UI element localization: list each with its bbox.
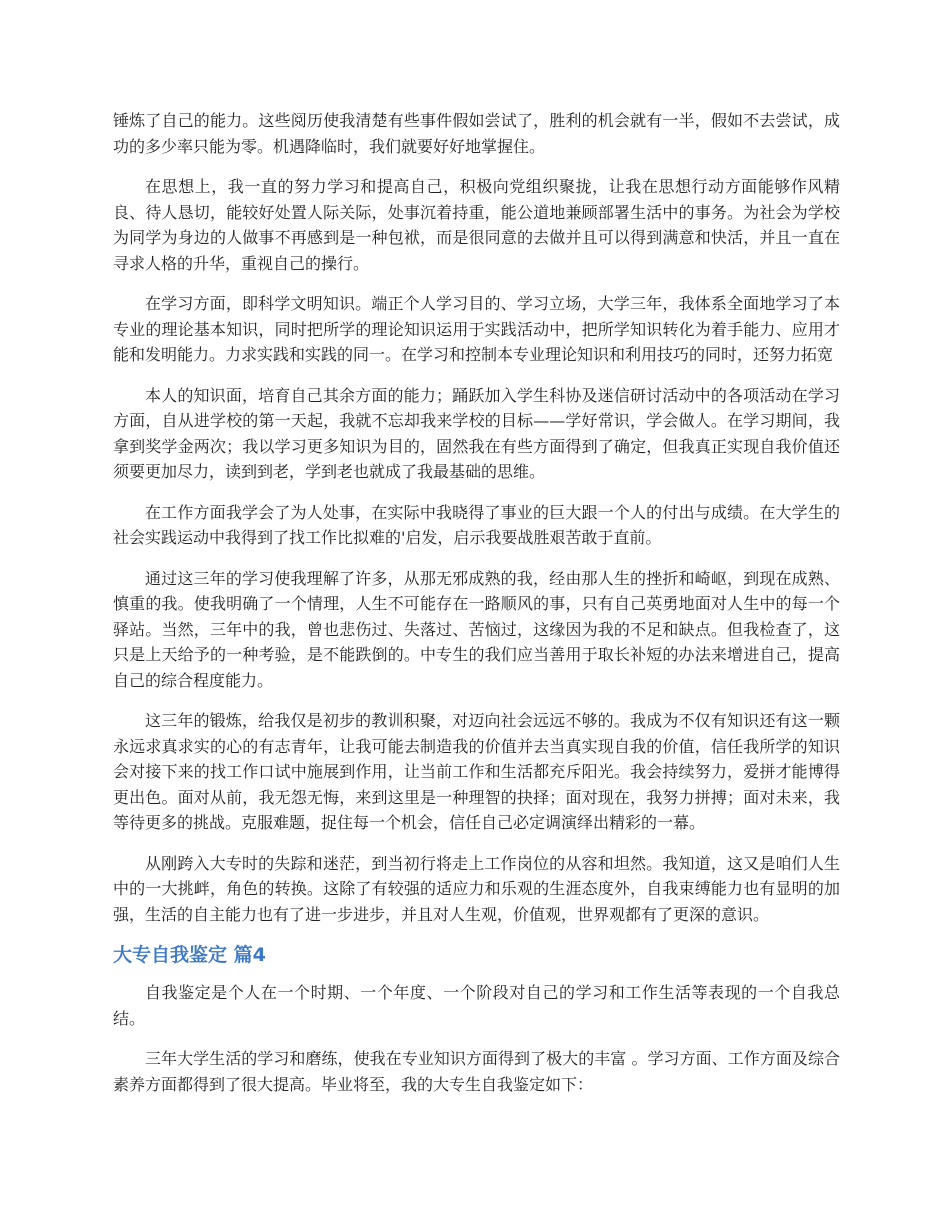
paragraph-work: 在工作方面我学会了为人处事，在实际中我晓得了事业的巨大跟一个人的付出与成绩。在大学生的社会实践运动中我得到了找工作比拟难的'启发，启示我要战胜艰苦敢于直前。: [113, 502, 840, 547]
paragraph-training: 这三年的锻炼，给我仅是初步的教训积聚，对迈向社会远远不够的。我成为不仅有知识还有这一颗永远求真求实的心的有志青年，让我可能去制造我的价值并去当真实现自我的价值，信任我所学的知识会对接下来的找工作口试中施展到作用，让当前工作和生活都充斥阳光。我会持续努力，爱拼才能博得更出色。面对从前，我无怨无悔，来到这里是一种理智的抉择；面对现在，我努力拼搏；面对未来，我等待更多的挑战。克服难题，捉住每一个机会，信任自己必定调演绎出精彩的一幕。: [113, 711, 840, 832]
paragraph-thought: 在思想上，我一直的努力学习和提高自己，积极向党组织聚拢，让我在思想行动方面能够作风精良、待人恳切，能较好处置人际关际，处事沉着持重，能公道地兼顾部署生活中的事务。为社会为学校为同学为身边的人做事不再感到是一种包袱，而是很同意的去做并且可以得到满意和快活，并且一直在寻求人格的升华，重视自己的操行。: [113, 177, 840, 273]
paragraph-transition: 从刚跨入大专时的失踪和迷茫，到当初行将走上工作岗位的从容和坦然。我知道，这又是咱们人生中的一大挑衅，角色的转换。这除了有较强的适应力和乐观的生涯态度外，自我束缚能力也有显明的加强，生活的自主能力也有了进一步进步，并且对人生观，价值观，世界观都有了更深的意识。: [113, 853, 840, 924]
paragraph-continuation: 锤炼了自己的能力。这些阅历使我清楚有些事件假如尝试了，胜利的机会就有一半，假如不去尝试，成功的多少率只能为零。机遇降临时，我们就要好好地掌握住。: [113, 111, 840, 156]
paragraph-knowledge: 本人的知识面，培育自己其余方面的能力；踊跃加入学生科协及迷信研讨活动中的各项活动在学习方面，自从进学校的第一天起，我就不忘却我来学校的目标——学好常识，学会做人。在学习期间，我拿到奖学金两次；我以学习更多知识为目的，固然我在有些方面得到了确定，但我真正实现自我价值还须要更加尽力，读到到老，学到老也就成了我最基础的思维。: [113, 385, 840, 481]
paragraph-definition: 自我鉴定是个人在一个时期、一个年度、一个阶段对自己的学习和工作生活等表现的一个自我总结。: [113, 983, 840, 1028]
paragraph-intro: 三年大学生活的学习和磨练，使我在专业知识方面得到了极大的丰富 。学习方面、工作方面及综合素养方面都得到了很大提高。毕业将至，我的大专生自我鉴定如下：: [113, 1049, 840, 1094]
document-page: [113, 108, 840, 1112]
paragraph-study: 在学习方面，即科学文明知识。端正个人学习目的、学习立场，大学三年，我体系全面地学习了本专业的理论基本知识，同时把所学的理论知识运用于实践活动中，把所学知识转化为着手能力、应用才能和发明能力。力求实践和实践的同一。在学习和控制本专业理论知识和利用技巧的同时，还努力拓宽: [113, 294, 840, 364]
paragraph-growth: 通过这三年的学习使我理解了许多，从那无邪成熟的我，经由那人生的挫折和崎岖，到现在成熟、慎重的我。使我明确了一个情理，人生不可能存在一路顺风的事，只有自己英勇地面对人生中的每一个驿站。当然，三年中的我，曾也悲伤过、失落过、苦恼过，这缘因为我的不足和缺点。但我检查了，这只是上天给予的一种考验，是不能跌倒的。中专生的我们应当善用于取长补短的办法来增进自己，提高自己的综合程度能力。: [113, 568, 840, 690]
section-heading: 大专自我鉴定 篇4: [113, 944, 266, 966]
